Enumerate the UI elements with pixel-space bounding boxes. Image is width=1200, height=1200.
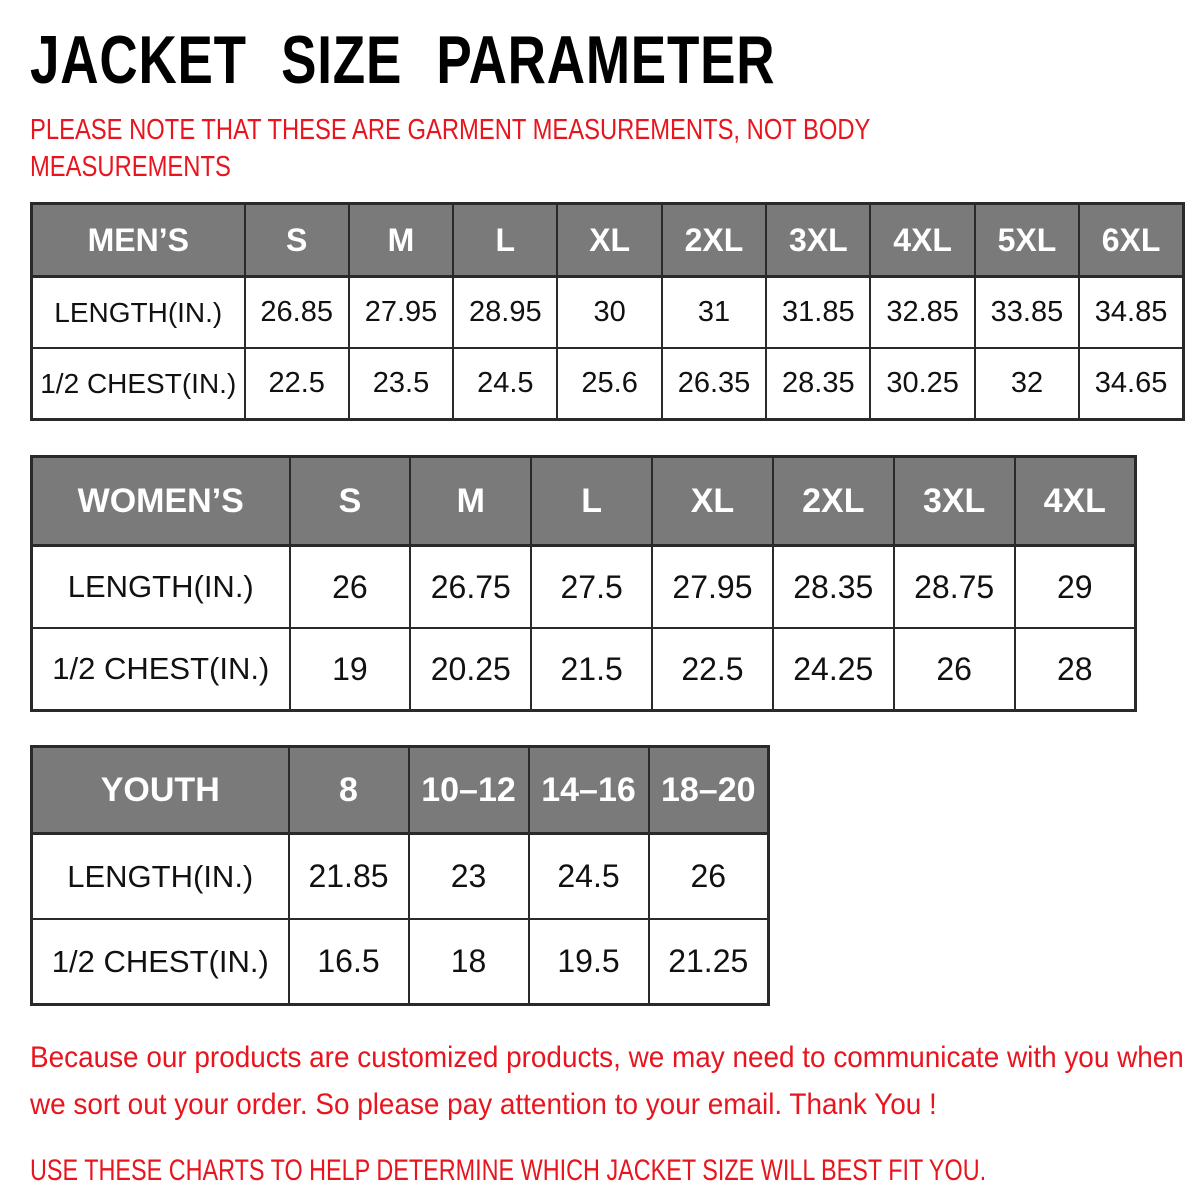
size-header-cell: L: [531, 457, 652, 546]
value-cell: 22.5: [245, 348, 349, 420]
youth-length-row: [32, 834, 769, 920]
value-cell: 32.85: [870, 277, 974, 349]
value-cell: 34.85: [1079, 277, 1183, 349]
value-cell: 24.5: [529, 834, 649, 920]
row-label-cell: LENGTH(IN.): [32, 277, 245, 349]
row-label-cell: 1/2 CHEST(IN.): [32, 919, 289, 1005]
value-cell: 21.5: [531, 628, 652, 711]
size-header-cell: 2XL: [773, 457, 894, 546]
value-cell: 23: [409, 834, 529, 920]
value-cell: 21.25: [649, 919, 769, 1005]
womens-header-row: [32, 457, 1136, 546]
value-cell: 20.25: [410, 628, 531, 711]
value-cell: 25.6: [557, 348, 661, 420]
youth-header-row: [32, 747, 769, 834]
value-cell: 26.75: [410, 546, 531, 629]
row-label-cell: 1/2 CHEST(IN.): [32, 628, 290, 711]
value-cell: 24.25: [773, 628, 894, 711]
value-cell: 32: [975, 348, 1079, 420]
womens-chest-row: [32, 628, 1136, 711]
size-header-cell: 4XL: [1015, 457, 1136, 546]
value-cell: 24.5: [453, 348, 557, 420]
size-header-cell: 10–12: [409, 747, 529, 834]
size-header-cell: 4XL: [870, 204, 974, 277]
size-header-cell: 8: [289, 747, 409, 834]
size-header-cell: 3XL: [766, 204, 870, 277]
value-cell: 30.25: [870, 348, 974, 420]
value-cell: 34.65: [1079, 348, 1183, 420]
value-cell: 31.85: [766, 277, 870, 349]
value-cell: 30: [557, 277, 661, 349]
size-header-cell: S: [290, 457, 411, 546]
size-header-cell: S: [245, 204, 349, 277]
value-cell: 28: [1015, 628, 1136, 711]
size-header-cell: 6XL: [1079, 204, 1183, 277]
value-cell: 28.75: [894, 546, 1015, 629]
womens-length-row: [32, 546, 1136, 629]
mens-header-row: [32, 204, 1184, 277]
size-header-cell: 5XL: [975, 204, 1079, 277]
mens-chest-row: [32, 348, 1184, 420]
page-title-text: JACKET SIZE PARAMETER: [30, 22, 776, 98]
value-cell: 29: [1015, 546, 1136, 629]
value-cell: 31: [662, 277, 766, 349]
size-header-cell: 14–16: [529, 747, 649, 834]
value-cell: 26: [649, 834, 769, 920]
value-cell: 28.95: [453, 277, 557, 349]
value-cell: 22.5: [652, 628, 773, 711]
row-label-cell: LENGTH(IN.): [32, 546, 290, 629]
chart-usage-advice: USE THESE CHARTS TO HELP DETERMINE WHICH JACKET SIZE WILL BEST FIT YOU.: [30, 1154, 987, 1187]
value-cell: 26.35: [662, 348, 766, 420]
value-cell: 26: [894, 628, 1015, 711]
value-cell: 21.85: [289, 834, 409, 920]
value-cell: 28.35: [773, 546, 894, 629]
value-cell: 26.85: [245, 277, 349, 349]
row-label-cell: LENGTH(IN.): [32, 834, 289, 920]
size-header-cell: XL: [652, 457, 773, 546]
value-cell: 16.5: [289, 919, 409, 1005]
youth-chest-row: [32, 919, 769, 1005]
size-header-cell: M: [349, 204, 453, 277]
value-cell: 28.35: [766, 348, 870, 420]
value-cell: 27.5: [531, 546, 652, 629]
value-cell: 19.5: [529, 919, 649, 1005]
garment-measurement-note: PLEASE NOTE THAT THESE ARE GARMENT MEASUREMENTS, NOT BODY MEASUREMENTS: [30, 114, 870, 183]
womens-table-title-cell: WOMEN’S: [32, 457, 290, 546]
womens-size-table: [30, 455, 1137, 712]
mens-table-title-cell: MEN’S: [32, 204, 245, 277]
page-title: [30, 24, 1200, 96]
value-cell: 26: [290, 546, 411, 629]
value-cell: 18: [409, 919, 529, 1005]
size-header-cell: L: [453, 204, 557, 277]
size-header-cell: M: [410, 457, 531, 546]
youth-table-title-cell: YOUTH: [32, 747, 289, 834]
value-cell: 33.85: [975, 277, 1079, 349]
mens-size-table: [30, 202, 1185, 421]
value-cell: 19: [290, 628, 411, 711]
row-label-cell: 1/2 CHEST(IN.): [32, 348, 245, 420]
value-cell: 27.95: [652, 546, 773, 629]
customization-notice: Because our products are customized products, we may need to communicate with you when we sort out your order. So please pay attention to your email. Thank You !: [30, 1041, 1184, 1121]
mens-length-row: [32, 277, 1184, 349]
value-cell: 23.5: [349, 348, 453, 420]
size-header-cell: 3XL: [894, 457, 1015, 546]
size-header-cell: 2XL: [662, 204, 766, 277]
size-header-cell: XL: [557, 204, 661, 277]
size-header-cell: 18–20: [649, 747, 769, 834]
youth-size-table: [30, 745, 770, 1006]
value-cell: 27.95: [349, 277, 453, 349]
